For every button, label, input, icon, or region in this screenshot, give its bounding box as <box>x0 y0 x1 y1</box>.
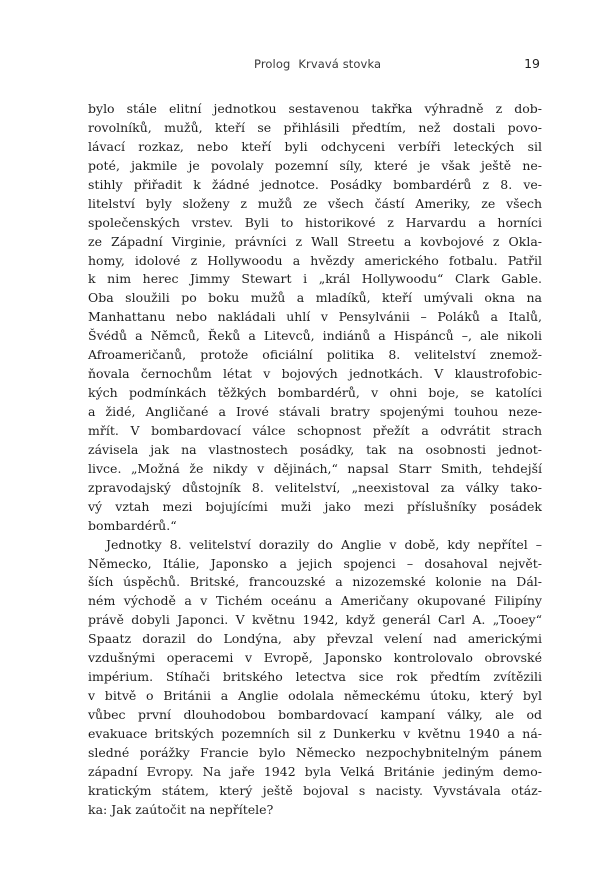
text-line: vý vztah mezi bojujícími muži jako mezi příslušníky posádek <box>88 498 542 514</box>
text-line: sledné porážky Francie bylo Německo nezpochybnitelným pánem <box>88 744 542 760</box>
text-line: stihly přiřadit k žádné jednotce. Posádky bombardérů z 8. ve- <box>88 176 542 192</box>
text-line: vůbec první dlouhodobou bombardovací kampaní války, ale od <box>88 707 542 722</box>
text-line: Německo, Itálie, Japonsko a jejich spojenci – dosahoval největ- <box>88 555 542 571</box>
text-line: homy, idolové z Hollywoodu a hvězdy amerického fotbalu. Patřil <box>88 252 542 268</box>
text-line: západní Evropy. Na jaře 1942 byla Velká Británie jediným demo- <box>88 763 542 779</box>
text-line: bombardérů.“ <box>88 517 177 533</box>
text-line: vzdušnými operacemi v Evropě, Japonsko kontrolovalo obrovské <box>88 650 542 666</box>
text-line: kých podmínkách těžkých bombardérů, v ohni boje, se katolíci <box>88 385 542 401</box>
text-line: impérium. Stíhači britského letectva sice rok předtím zvítězili <box>88 669 542 685</box>
text-line: a židé, Angličané a Irové stávali bratry spojenými touhou neze- <box>88 404 542 419</box>
paragraph <box>88 100 542 536</box>
text-line: lávací rozkaz, nebo kteří byli odchyceni verbíři leteckých sil <box>88 138 542 154</box>
text-line: ňovala černochům létat v bojových jednotkách. V klaustrofobic- <box>88 366 542 382</box>
text-line: v bitvě o Británii a Anglie odolala německému útoku, který byl <box>88 688 542 704</box>
text-line: kratickým státem, který ještě bojoval s nacisty. Vyvstávala otáz- <box>88 782 542 798</box>
page-number: 19 <box>524 56 540 71</box>
text-line: Afroameričanů, protože oficiální politika 8. velitelství znemož- <box>88 347 542 363</box>
running-header <box>0 57 600 77</box>
chapter-name: Krvavá stovka <box>298 57 382 71</box>
text-line: evakuace britských pozemních sil z Dunkerku v květnu 1940 a ná- <box>88 725 542 741</box>
text-line: rovolníků, mužů, kteří se přihlásili předtím, než dostali povo- <box>88 119 542 135</box>
text-line: k nim herec Jimmy Stewart i „král Hollywoodu“ Clark Gable. <box>88 271 542 287</box>
text-line: ších úspěchů. Britské, francouzské a nizozemské kolonie na Dál- <box>88 574 542 590</box>
text-line: Jednotky 8. velitelství dorazily do Anglie v době, kdy nepřítel – <box>106 536 542 552</box>
text-line: Oba sloužili po boku mužů a mladíků, kteří umývali okna na <box>88 290 542 306</box>
section-name: Prolog <box>254 57 291 71</box>
text-line: ze Západní Virginie, právníci z Wall Streetu a kovbojové z Okla- <box>88 233 542 249</box>
text-line: litelství byly složeny z mužů ze všech částí Ameriky, ze všech <box>88 195 542 211</box>
text-line: bylo stále elitní jednotkou sestavenou takřka výhradně z dob- <box>88 101 542 116</box>
paragraph <box>88 536 542 820</box>
text-line: společenských vrstev. Byli to historikové z Harvardu a horníci <box>88 214 542 230</box>
text-line: ka: Jak zaútočit na nepřítele? <box>88 801 274 817</box>
text-line: livce. „Možná že nikdy v dějinách,“ napsal Starr Smith, tehdejší <box>88 460 542 476</box>
text-line: závisela jak na vlastnostech posádky, tak na osobnosti jednot- <box>88 441 542 457</box>
text-line: Manhattanu nebo nakládali uhlí v Pensylvánii – Poláků a Italů, <box>88 309 542 325</box>
running-title <box>254 57 381 71</box>
text-body <box>88 100 542 820</box>
text-line: Švédů a Němců, Řeků a Litevců, indiánů a Hispánců –, ale nikoli <box>88 328 542 344</box>
text-line: zpravodajský důstojník 8. velitelství, „neexistoval za války tako- <box>88 479 542 495</box>
text-line: ném východě a v Tichém oceánu a Američany okupované Filipíny <box>88 593 542 609</box>
text-line: právě dobyli Japonci. V květnu 1942, když generál Carl A. „Tooey“ <box>88 612 542 628</box>
text-line: Spaatz dorazil do Londýna, aby převzal velení nad americkými <box>88 631 542 647</box>
text-line: mřít. V bombardovací válce schopnost přežít a odvrátit strach <box>88 422 542 438</box>
text-line: poté, jakmile je povolaly pozemní síly, které je však ještě ne- <box>88 157 542 173</box>
